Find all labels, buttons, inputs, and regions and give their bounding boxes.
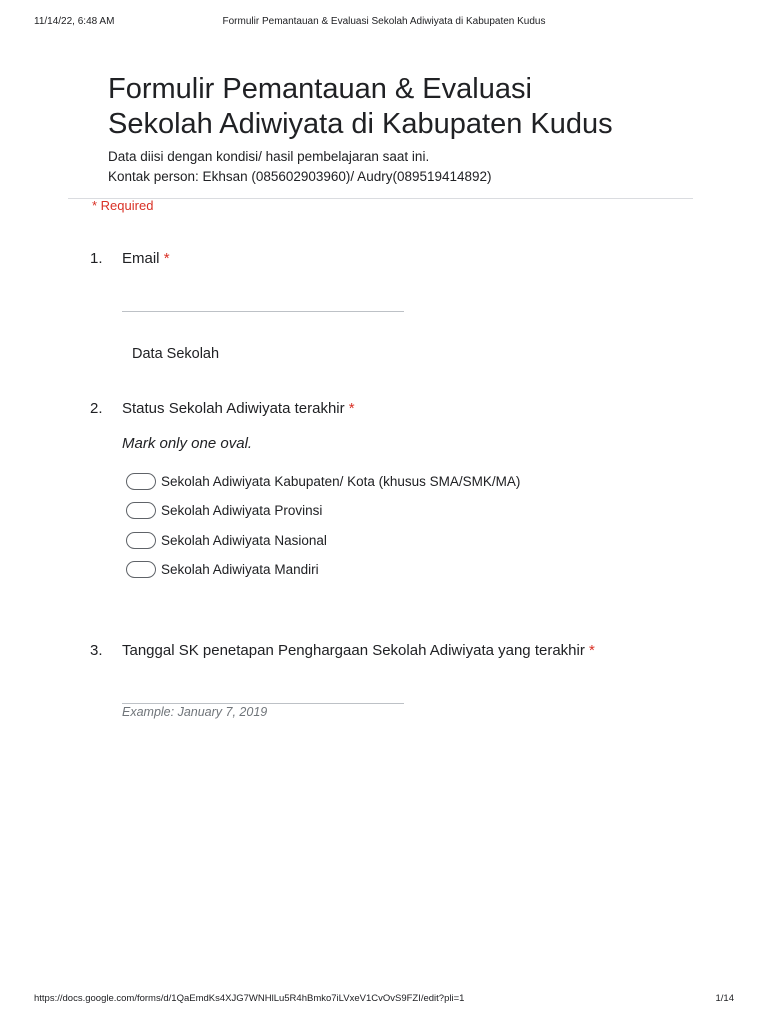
- required-note: * Required: [92, 198, 154, 213]
- form-title-line1: Formulir Pemantauan & Evaluasi: [108, 73, 532, 105]
- email-answer-field[interactable]: [122, 311, 404, 312]
- radio-oval-icon[interactable]: [126, 473, 156, 490]
- radio-oval-icon[interactable]: [126, 502, 156, 519]
- print-date: 11/14/22, 6:48 AM: [34, 16, 115, 27]
- option-provinsi[interactable]: [126, 500, 322, 520]
- question-2-required-mark: *: [348, 400, 355, 417]
- question-2-label: [122, 400, 355, 417]
- option-nasional[interactable]: [126, 530, 327, 550]
- question-1-label: [122, 250, 170, 267]
- print-header: [0, 16, 768, 30]
- question-2-number: 2.: [90, 400, 103, 417]
- question-3-label: [122, 642, 595, 659]
- question-3-number: 3.: [90, 642, 103, 659]
- form-title: [108, 72, 708, 142]
- option-label: Sekolah Adiwiyata Mandiri: [161, 561, 319, 577]
- option-label: Sekolah Adiwiyata Provinsi: [161, 502, 323, 518]
- header-divider: [68, 198, 693, 199]
- print-url: https://docs.google.com/forms/d/1QaEmdKs4XJG7WNHlLu5R4hBmko7iLVxeV1CvOvS9FZI/edit?pli=1: [34, 993, 465, 1004]
- form-description: [108, 147, 492, 187]
- radio-oval-icon[interactable]: [126, 561, 156, 578]
- question-1-text: Email: [122, 250, 160, 267]
- form-description-line1: Data diisi dengan kondisi/ hasil pembelajaran saat ini.: [108, 149, 430, 164]
- question-3-required-mark: *: [589, 642, 595, 659]
- option-label: Sekolah Adiwiyata Kabupaten/ Kota (khusus SMA/SMK/MA): [161, 473, 521, 489]
- form-description-line2: Kontak person: Ekhsan (085602903960)/ Audry(089519414892): [108, 169, 492, 184]
- option-label: Sekolah Adiwiyata Nasional: [161, 532, 327, 548]
- date-answer-field[interactable]: [122, 703, 404, 704]
- question-3-text: Tanggal SK penetapan Penghargaan Sekolah Adiwiyata yang terakhir: [122, 642, 585, 659]
- radio-oval-icon[interactable]: [126, 532, 156, 549]
- print-document-title: Formulir Pemantauan & Evaluasi Sekolah Adiwiyata di Kabupaten Kudus: [222, 16, 546, 27]
- option-mandiri[interactable]: [126, 559, 319, 579]
- form-title-line2: Sekolah Adiwiyata di Kabupaten Kudus: [108, 108, 613, 140]
- question-2-text: Status Sekolah Adiwiyata terakhir: [122, 400, 345, 417]
- date-example-hint: Example: January 7, 2019: [122, 705, 268, 719]
- section-title: Data Sekolah: [132, 346, 220, 362]
- question-1-required-mark: *: [163, 250, 170, 267]
- option-kabupaten-kota[interactable]: [126, 471, 520, 491]
- question-1-number: 1.: [90, 250, 103, 267]
- question-2-instruction: Mark only one oval.: [122, 435, 253, 452]
- page-number: 1/14: [715, 993, 734, 1004]
